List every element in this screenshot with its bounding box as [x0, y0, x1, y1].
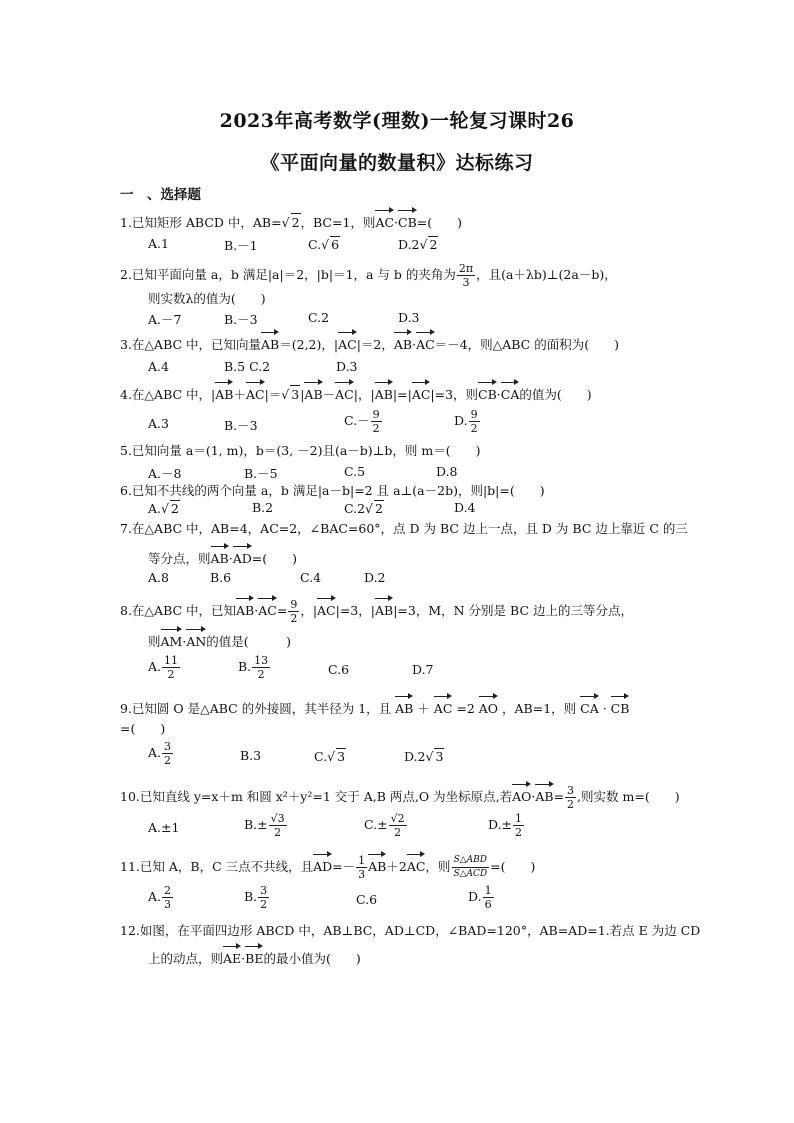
- question-9-line-2: =( ): [120, 721, 166, 736]
- page-title: 2023年高考数学(理数)一轮复习课时26: [219, 110, 575, 132]
- question-9: 9.已知圆 O 是△ABC 的外接圆，其半径为 1，且 AB ＋ AC =2 AO ，AB=1，则 CA · CB: [120, 694, 629, 718]
- option-b: B.－3: [224, 312, 258, 327]
- option-b: B.3: [240, 748, 262, 763]
- option-a: A.4: [148, 359, 169, 374]
- section-heading: 一 、选择题: [120, 187, 201, 203]
- question-7-line-2: 等分点，则AB·AD=( ): [148, 544, 297, 568]
- question-4: 4.在△ABC 中，|AB＋AC|＝√ 3|AB－AC|，|AB|=|AC|=3，则CB·CA的值为( ): [120, 380, 592, 404]
- question-2: 2.已知平面向量 a，b 满足|a|＝2，|b|＝1，a 与 b 的夹角为 $\frac{2\pi}{3}$ ，且(a＋λb)⊥(2a－b)，: [120, 262, 617, 289]
- option-c: C.2√ 2: [344, 501, 383, 516]
- area-ratio: $\frac{\text{S△ABD}}{\text{S△ACD}}$: [453, 855, 488, 879]
- option-d: D.2√ 2: [398, 237, 438, 252]
- option-c: C.± $\frac{√2}{2}$: [364, 812, 405, 839]
- option-a: A. $\frac{11}{2}$: [148, 654, 179, 681]
- option-b: B.2: [252, 500, 274, 515]
- option-c: C.4: [300, 570, 322, 585]
- option-d: D.2: [364, 570, 386, 585]
- option-d: D. $\frac{1}{6}$: [468, 884, 492, 911]
- option-b: B.－5: [244, 466, 278, 481]
- option-c: C.－ $\frac{9}{2}$: [344, 408, 380, 435]
- option-c: C.2: [308, 310, 330, 325]
- question-3: 3.在△ABC 中，已知向量AB＝(2,2)，|AC|＝2，AB·AC＝－4，则△ABC 的面积为( ): [120, 330, 619, 354]
- option-a: A. $\frac{3}{2}$: [148, 740, 172, 767]
- option-b: B. $\frac{3}{2}$: [244, 884, 268, 911]
- question-5: 5.已知向量 a＝(1, m)，b＝(3, －2)且(a－b)⊥b，则 m＝( ): [120, 443, 481, 458]
- option-c: C.6: [328, 662, 350, 677]
- option-d: D.± $\frac{1}{2}$: [488, 812, 523, 839]
- option-d: D.3: [398, 310, 420, 325]
- option-a: A.√ 2: [148, 501, 179, 516]
- option-a: A.±1: [148, 820, 180, 835]
- option-a: A.－8: [148, 466, 182, 481]
- question-6: 6.已知不共线的两个向量 a，b 满足|a－b|=2 且 a⊥(a－2b)，则|b|=( ): [120, 483, 545, 498]
- question-11: 11.已知 A，B，C 三点不共线，且AD=－ $\frac{1}{3}$ AB＋2AC，则 $\frac{\text{S△ABD}}{\text{S△ACD}}$ =( ): [120, 854, 536, 881]
- option-c: C.√ 3: [314, 749, 346, 764]
- vector-cb: CB: [398, 208, 417, 232]
- option-d: D.7: [412, 662, 434, 677]
- question-8: 8.在△ABC 中，已知AB·AC= $\frac{9}{2}$ ，|AC|=3，|AB|=3，M，N 分别是 BC 边上的三等分点，: [120, 598, 633, 625]
- option-a: A.1: [148, 236, 169, 251]
- option-a: A. $\frac{2}{3}$: [148, 884, 172, 911]
- option-a: A.8: [148, 570, 169, 585]
- option-b: B.6: [210, 570, 232, 585]
- question-12-line-2: 上的动点，则AE·BE的最小值为( ): [148, 944, 361, 968]
- option-d: D.3: [336, 359, 358, 374]
- question-8-line-2: 则AM·AN的值是( ): [148, 627, 291, 651]
- option-b: B.－3: [224, 418, 258, 433]
- option-c: C.6: [356, 892, 378, 907]
- option-d: D.2√ 3: [404, 749, 444, 764]
- option-d: D. $\frac{9}{2}$: [454, 408, 478, 435]
- option-a: A.－7: [148, 312, 182, 327]
- option-b-c: B.5 C.2: [224, 359, 271, 374]
- page-subtitle: 《平面向量的数量积》达标练习: [260, 152, 534, 174]
- question-12: 12.如图，在平面四边形 ABCD 中，AB⊥BC，AD⊥CD，∠BAD=120°，AB=AD=1.若点 E 为边 CD: [120, 923, 701, 938]
- option-b: B.－1: [224, 238, 258, 253]
- option-b: B.± $\frac{√3}{2}$: [244, 812, 285, 839]
- sqrt-symbol: √ 2: [281, 215, 300, 230]
- option-d: D.8: [436, 464, 458, 479]
- option-a: A.3: [148, 416, 169, 431]
- option-c: C.5: [344, 464, 366, 479]
- option-d: D.4: [454, 500, 476, 515]
- question-7: 7.在△ABC 中，AB=4，AC=2，∠BAC=60°，点 D 为 BC 边上一点，且 D 为 BC 边上靠近 C 的三: [120, 521, 688, 536]
- vector-ac: AC: [375, 208, 394, 232]
- question-1: 1.已知矩形 ABCD 中，AB=√ 2，BC=1，则AC·CB=( ): [120, 208, 462, 232]
- option-c: C.√ 6: [308, 237, 340, 252]
- question-2-line-2: 则实数λ的值为( ): [148, 291, 266, 306]
- fraction: $\frac{2\pi}{3}$: [458, 262, 474, 289]
- option-b: B. $\frac{13}{2}$: [238, 654, 269, 681]
- question-10: 10.已知直线 y=x＋m 和圆 x²＋y²=1 交于 A,B 两点,O 为坐标原点,若AO·AB= $\frac{3}{2}$ ,则实数 m=( ): [120, 784, 680, 811]
